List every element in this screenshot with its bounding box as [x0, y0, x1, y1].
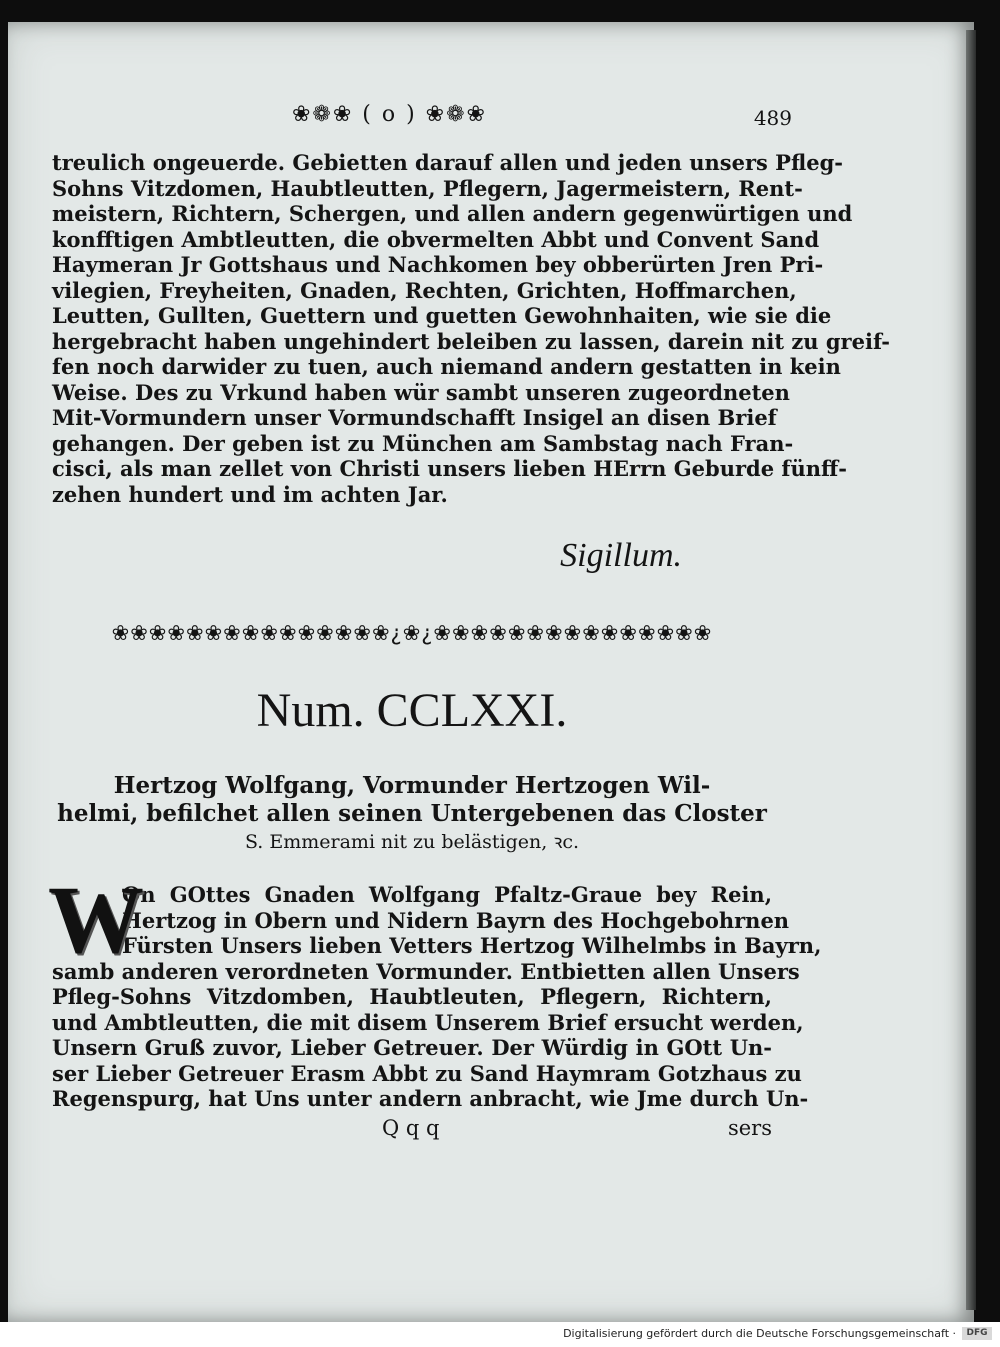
text-line: hergebracht haben ungehindert beleiben zu lassen, darein nit zu greif-: [52, 328, 890, 354]
text-line: Unsern Gruß zuvor, Lieber Getreuer. Der Würdig in GOtt Un-: [52, 1035, 772, 1060]
drop-cap: W: [48, 866, 144, 973]
text-line: ser Lieber Getreuer Erasm Abbt zu Sand Haymram Gotzhaus zu: [52, 1060, 802, 1086]
signature-mark: Q q q: [382, 1115, 440, 1140]
funding-notice: Digitalisierung gefördert durch die Deutsche Forschungsgemeinschaft ·: [563, 1327, 956, 1340]
text-line: cisci, als man zellet von Christi unsers lieben HErrn Geburde fünff-: [52, 456, 847, 481]
text-line: fen noch darwider zu tuen, auch niemand andern gestatten in kein: [52, 354, 841, 379]
catchword: sers: [727, 1115, 772, 1140]
document-subtitle: [52, 772, 772, 856]
dfg-logo: DFG: [962, 1327, 992, 1340]
page-edge: [966, 30, 976, 1310]
text-line: Mit-Vormundern unser Vormundschafft Insigel an disen Brief: [52, 405, 777, 430]
text-line: Leutten, Gullten, Guettern und guetten Gewohnhaiten, wie sie die: [52, 303, 832, 328]
text-line: meistern, Richtern, Schergen, und allen andern gegenwürtigen und: [52, 201, 853, 226]
header-ornament: ❀❁❀ ( o ) ❀❁❀: [292, 102, 487, 127]
text-line: On GOttes Gnaden Wolfgang Pfaltz-Graue bey Rein,: [122, 882, 772, 907]
running-header: [52, 100, 792, 140]
digitization-footer: [0, 1322, 1000, 1347]
sigillum: Sigillum.: [560, 537, 682, 574]
text-line: vilegien, Freyheiten, Gnaden, Rechten, Grichten, Hoffmarchen,: [52, 277, 797, 303]
document-number-title: Num. CCLXXI.: [256, 684, 568, 737]
page-number: 489: [753, 106, 792, 130]
subtitle-line: helmi, befilchet allen seinen Untergebenen das Closter: [57, 800, 767, 827]
page-footer-line: [52, 1116, 772, 1146]
text-line: samb anderen verordneten Vormunder. Entbietten allen Unsers: [52, 958, 800, 984]
text-line: und Ambtleutten, die mit disem Unserem Brief ersucht werden,: [52, 1009, 804, 1035]
subtitle-line: S. Emmerami nit zu belästigen, ꝛc.: [244, 831, 580, 853]
paragraph-1: [52, 150, 890, 507]
text-line: treulich ongeuerde. Gebietten darauf allen und jeden unsers Pfleg-: [52, 150, 843, 175]
text-line: konfftigen Ambtleutten, die obvermelten Abbt und Convent Sand: [52, 226, 820, 252]
text-line: Hertzog in Obern und Nidern Bayrn des Hochgebohrnen: [122, 907, 790, 933]
page-content: [48, 100, 890, 1146]
text-line: zehen hundert und im achten Jar.: [52, 481, 448, 507]
ornament-divider: ❀❀❀❀❀❀❀❀❀❀❀❀❀❀❀¿❀¿❀❀❀❀❀❀❀❀❀❀❀❀❀❀❀: [111, 621, 713, 645]
subtitle-line: Hertzog Wolfgang, Vormunder Hertzogen Wil-: [113, 772, 711, 799]
text-line: Weise. Des zu Vrkund haben wür sambt unseren zugeordneten: [52, 379, 790, 405]
text-line: Pfleg-Sohns Vitzdomben, Haubtleuten, Pflegern, Richtern,: [52, 984, 772, 1009]
text-line: Haymeran Jr Gottshaus und Nachkomen bey obberürten Jren Pri-: [52, 252, 824, 277]
text-line: Fürsten Unsers lieben Vetters Hertzog Wilhelmbs in Bayrn,: [122, 933, 822, 958]
text-line: gehangen. Der geben ist zu München am Sambstag nach Fran-: [52, 430, 794, 456]
text-line: Regenspurg, hat Uns unter andern anbracht, wie Jme durch Un-: [52, 1086, 809, 1111]
text-line: Sohns Vitzdomen, Haubtleutten, Pflegern, Jagermeistern, Rent-: [52, 175, 803, 201]
paragraph-2: [48, 866, 822, 1112]
